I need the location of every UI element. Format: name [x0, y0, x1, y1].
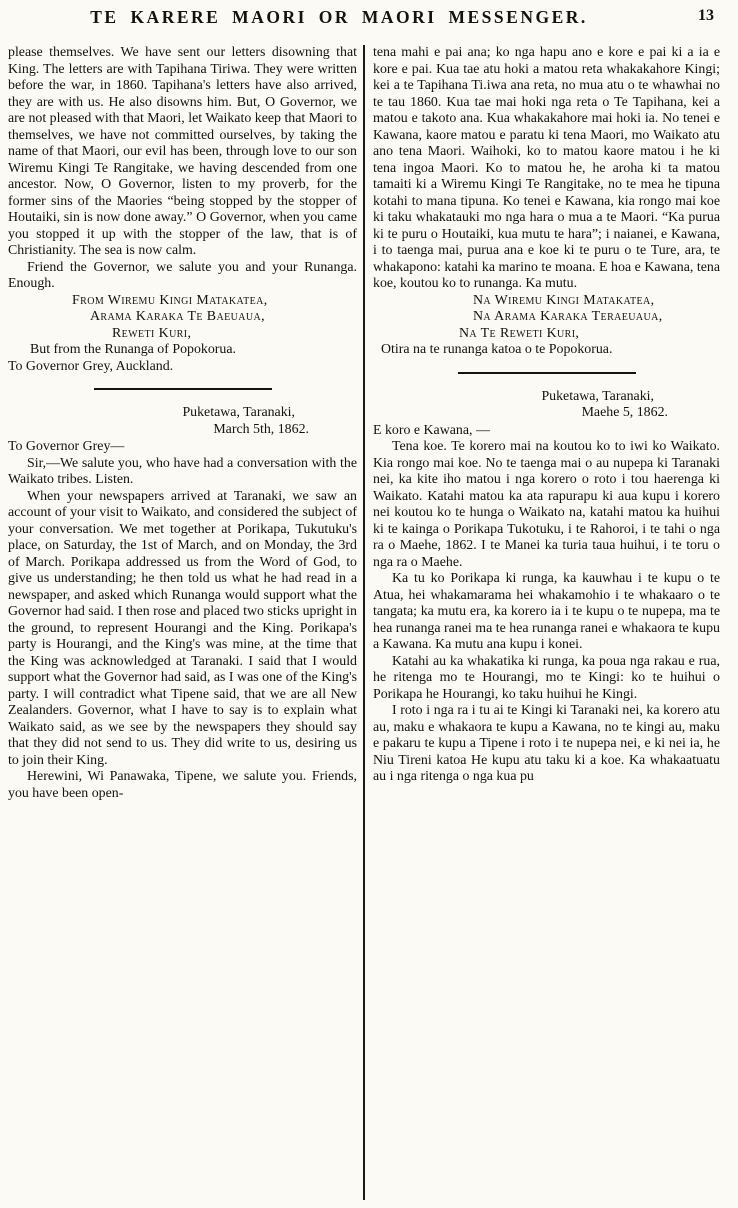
letter-salutation: E koro e Kawana, —: [373, 422, 490, 438]
masthead-title: TE KARERE MAORI OR MAORI MESSENGER.: [90, 7, 588, 27]
signature-line: Arama Karaka Te Baeuaua,: [90, 309, 265, 324]
paragraph-katu: Ka tu ko Porikapa ki runga, ka kauwhau i te kupu o te Atua, hei whakamarama hei whakamohio i te whakaaro o te tangata; ka mutu era, ka korero ia i te kupu o te nupepa, ma te hea runanga ranei ma te hea runanga ranei e whakaora te kupu a Kawana. Ka mutu ana kupu i konei.: [373, 571, 720, 652]
signature-line: Na Te Reweti Kuri,: [459, 325, 580, 341]
dateline-place: Puketawa, Taranaki,: [541, 388, 654, 404]
paragraph-katahi: Katahi au ka whakatika ki runga, ka poua nga rakau e rua, he ritenga mo te Hourangi, mo te Kingi: ko te huihui o Porikapa he Hourangi, ko taku huihui he Kingi.: [373, 653, 720, 702]
paragraph-sir: Sir,—We salute you, who have had a conversation with the Waikato tribes. Listen.: [8, 455, 357, 487]
signature-block: [8, 293, 357, 376]
signature-note: Otira na te runanga katoa o te Popokorua.: [381, 342, 613, 357]
column-divider-rule: [363, 45, 365, 1200]
dateline-date: Maehe 5, 1862.: [581, 405, 668, 420]
dateline-block: [373, 389, 720, 422]
column-layout: [0, 37, 738, 1200]
page-number: 13: [698, 7, 714, 24]
signature-address: To Governor Grey, Auckland.: [8, 358, 174, 374]
section-rule: [458, 372, 636, 374]
letter-salutation: To Governor Grey—: [8, 439, 125, 454]
dateline-date: March 5th, 1862.: [213, 421, 309, 437]
right-column-maori: [367, 45, 720, 1200]
paragraph-when: When your newspapers arrived at Taranaki, we saw an account of your visit to Waikato, and considered the subject of your conversation. We met together at Porikapa, Tukutuku's place, on Saturday, the 1st of March, and on Monday, the 3rd of March. Porikapa addressed us from the Word of God, to give us understanding; he then told us what he had read in a newspaper, and asked which Runanga would support what the Governor had said. I then rose and placed two sticks upright in the ground, to represent Hourangi and the King. Porikapa's party is Hourangi, and the King's was mine, at the time that the King was acknowledged at Taranaki. I said that I would support what the Governor had said, as I was one of the King's party. I will contradict what Tipene said, that we are all New Zealanders. Governor, what I have to say is to explain what Waikato said, as we see by the newspapers they should say that they did not send to us. They did write to us, desiring us to join their King.: [8, 488, 357, 768]
dateline-block: [8, 405, 357, 438]
paragraph-herewini: Herewini, Wi Panawaka, Tipene, we salute you. Friends, you have been open-: [8, 769, 357, 801]
masthead: [0, 0, 738, 37]
section-rule: [94, 388, 272, 390]
dateline-place: Puketawa, Taranaki,: [182, 405, 295, 420]
paragraph-tena: Tena koe. Te korero mai na koutou ko to iwi ko Waikato. Kia rongo mai koe. No te taenga mai o au nupepa ki Taranaki nei, ka kite iho matou i nga korero o roto i tou haerenga ki Waikato. Katahi matou ka ata rapurapu ki aua kupu i korero nei koutou ko te hunga o Waikato na, katahi matou ka huihui ki te kainga o Porikapa Tukotuku, i te Rahoroi, i te tahi o nga ra o Maehe, 1862. I te Manei ka turia taua huihui, i te toru o nga ra o Maehe.: [373, 439, 720, 570]
signature-line: Reweti Kuri,: [112, 325, 192, 341]
signature-note: But from the Runanga of Popokorua.: [30, 342, 237, 357]
signature-block: [373, 293, 720, 359]
signature-line: From Wiremu Kingi Matakatea,: [72, 292, 268, 308]
signature-line: Na Arama Karaka Teraeuaua,: [473, 309, 663, 324]
left-column-english: [8, 45, 361, 1200]
paragraph-iroto: I roto i nga ra i tu ai te Kingi ki Taranaki nei, ka korero atu au, maku e whakaora te kupu a Kawana, no te kingi au, maku e pakaru te kupu a Tipene i roto i te nupepa nei, e ki nei ia, he Niu Tireni katoa He kupu atu taku ki a koe. Ka whakaatuatu au i nga ritenga o nga kua pu: [373, 703, 720, 784]
paragraph-continuation: tena mahi e pai ana; ko nga hapu ano e kore e pai ki a ia e kore e pai. Kua tae atu hoki a matou reta whakakahore Kingi; kei a te Tapihana Ti.iwa ana reta, no mua atu o te whawhai no te tau 1860. Kua tae mai hoki nga reta o Te Tapihana, kei a matou e takoto ana. Kua whakakahore mai hoki ia. No tenei e Kawana, kaore matou e paratu ki tena Maori, mo Waikato atu ano tena Maori. Waihoki, ko to matou kaore matou i he ki tena ingoa Maori. Ko to matou he, he aroha ki ta matou tamaiti ki a Wiremu Kingi Te Rangitake, no te mea he tipuna kotahi to mana tipuna. Ko tenei e Kawana, kia rongo mai koe ki taku whakatauki mo nga hara o mua a te Maori. “Ka purua ki te puru o Houtaiki, kua mutu te hara”; i naianei, e Kawana, i to taenga mai, purua ana e koe ki te puru o te Ture, ara, te whakapono: katahi ka marino te moana. E hoa e Kawana, tena koe, koutou ko to runanga. Ka mutu.: [373, 45, 720, 291]
signature-line: Na Wiremu Kingi Matakatea,: [473, 292, 655, 308]
paragraph-salute: Friend the Governor, we salute you and your Runanga. Enough.: [8, 259, 357, 291]
paragraph-continuation: please themselves. We have sent our letters disowning that King. The letters are with Tapihana Tiriwa. They were written before the war, in 1860. Tapihana's letters have also arrived, they are with us. He also disowns him. But, O Governor, we are not pleased with that Maori, let Waikato keep that Maori to themselves, we have not committed ourselves, by taking the name of that Maori, our evil has been, through love to our son Wiremu Kingi Te Rangitake, we having descended from one ancestor. Now, O Governor, listen to my proverb, for the former sins of the Maories “being stopped by the stopper of Houtaiki, sin is now done away.” O Governor, when you came you stopped it up with the stopper of the law, that is of Christianity. The sea is now calm.: [8, 45, 357, 258]
